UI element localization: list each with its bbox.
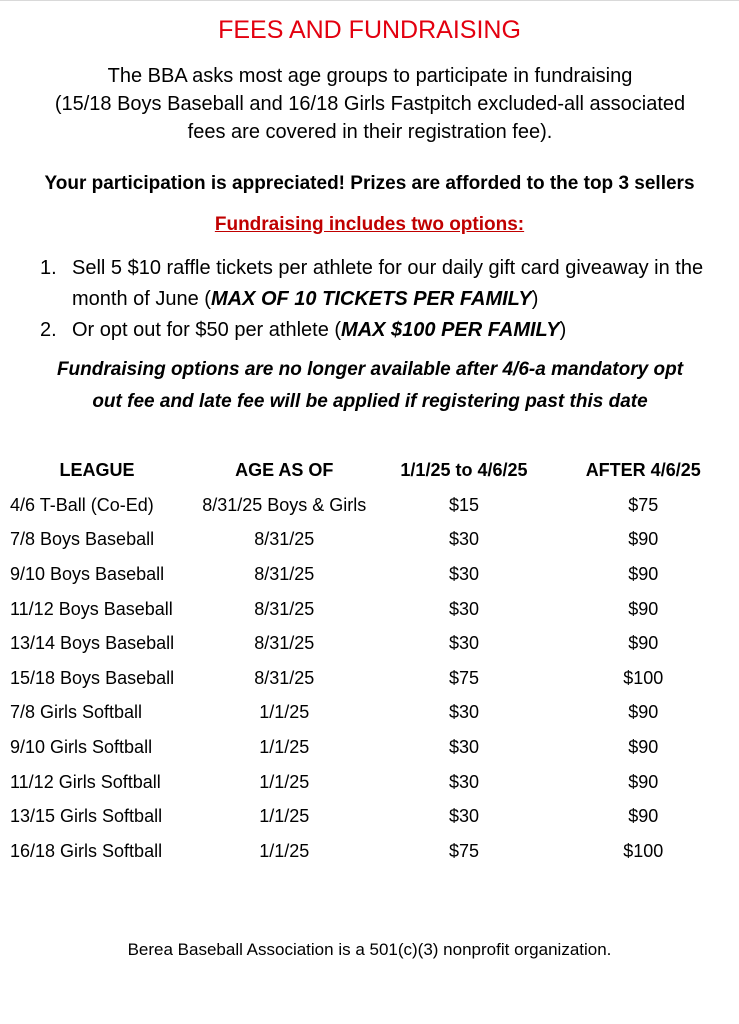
cell-league: 16/18 Girls Softball	[10, 840, 163, 861]
cell-age-as-of: 1/1/25	[259, 806, 310, 827]
cell-league: 11/12 Girls Softball	[10, 771, 161, 792]
cell-age-as-of: 1/1/25	[259, 702, 310, 723]
table-row	[10, 661, 739, 696]
cell-late-fee: $100	[623, 840, 664, 861]
deadline-notice	[15, 354, 725, 418]
cell-early-fee: $30	[448, 633, 479, 654]
appreciation-text: Your participation is appreciated! Prizes are afforded to the top 3 sellers	[44, 173, 695, 194]
cell-age-as-of: 8/31/25	[254, 633, 315, 654]
cell-late-fee: $90	[628, 529, 659, 550]
cell-early-fee: $30	[448, 771, 479, 792]
cell-late-fee: $90	[628, 633, 659, 654]
option-text-end: )	[559, 319, 567, 341]
cell-league: 4/6 T-Ball (Co-Ed)	[10, 494, 154, 515]
table-row	[10, 799, 739, 834]
cell-age-as-of: 8/31/25 Boys & Girls	[202, 494, 367, 515]
cell-late-fee: $90	[628, 736, 659, 757]
option-number: 1.	[40, 257, 57, 279]
option-number: 2.	[40, 319, 57, 341]
cell-league: 15/18 Boys Baseball	[10, 667, 175, 688]
cell-late-fee: $90	[628, 702, 659, 723]
cell-league: 13/15 Girls Softball	[10, 806, 163, 827]
intro-line: The BBA asks most age groups to participate in fundraising	[107, 65, 633, 87]
cell-age-as-of: 8/31/25	[254, 563, 315, 584]
cell-early-fee: $30	[448, 598, 479, 619]
table-row	[10, 523, 739, 558]
cell-age-as-of: 1/1/25	[259, 840, 310, 861]
table-header-row	[10, 452, 739, 488]
cell-age-as-of: 8/31/25	[254, 598, 315, 619]
fundraising-options-list	[40, 253, 739, 346]
table-row	[10, 696, 739, 731]
cell-league: 9/10 Boys Baseball	[10, 563, 165, 584]
intro-line: fees are covered in their registration fee).	[187, 121, 553, 143]
option-emphasis: MAX $100 PER FAMILY	[341, 319, 560, 341]
option-text-end: )	[531, 288, 539, 310]
option-emphasis: MAX OF 10 TICKETS PER FAMILY	[210, 288, 532, 310]
fees-table	[10, 452, 739, 869]
cell-league: 7/8 Girls Softball	[10, 702, 143, 723]
header-league: LEAGUE	[59, 459, 135, 480]
option-item-opt-out	[40, 315, 739, 346]
cell-early-fee: $75	[448, 840, 479, 861]
header-late-fee: AFTER 4/6/25	[585, 459, 701, 480]
table-row	[10, 834, 739, 869]
page-title: FEES AND FUNDRAISING	[218, 16, 521, 44]
table-row	[10, 488, 739, 523]
option-text: Sell 5 $10 raffle tickets per athlete for our daily gift card giveaway in the month of June (	[72, 257, 704, 310]
cell-league: 9/10 Girls Softball	[10, 736, 153, 757]
intro-paragraph	[20, 62, 720, 146]
option-text: Or opt out for $50 per athlete (	[72, 319, 342, 341]
table-row	[10, 557, 739, 592]
cell-late-fee: $75	[628, 494, 659, 515]
table-row	[10, 730, 739, 765]
cell-late-fee: $90	[628, 771, 659, 792]
cell-early-fee: $30	[448, 806, 479, 827]
cell-league: 13/14 Boys Baseball	[10, 633, 175, 654]
cell-early-fee: $30	[448, 529, 479, 550]
cell-league: 7/8 Boys Baseball	[10, 529, 155, 550]
cell-early-fee: $15	[448, 494, 479, 515]
option-item-raffle	[40, 253, 739, 315]
cell-league: 11/12 Boys Baseball	[10, 598, 173, 619]
cell-early-fee: $30	[448, 702, 479, 723]
footer-note: Berea Baseball Association is a 501(c)(3) nonprofit organization.	[127, 940, 612, 959]
cell-late-fee: $100	[623, 667, 664, 688]
cell-age-as-of: 1/1/25	[259, 771, 310, 792]
cell-early-fee: $30	[448, 563, 479, 584]
cell-age-as-of: 8/31/25	[254, 667, 315, 688]
cell-early-fee: $75	[448, 667, 479, 688]
cell-late-fee: $90	[628, 598, 659, 619]
table-row	[10, 765, 739, 800]
header-age-as-of: AGE AS OF	[235, 459, 334, 480]
header-early-fee: 1/1/25 to 4/6/25	[400, 459, 528, 480]
top-border	[0, 0, 739, 1]
cell-early-fee: $30	[448, 736, 479, 757]
options-heading: Fundraising includes two options:	[214, 214, 525, 235]
intro-line: (15/18 Boys Baseball and 16/18 Girls Fastpitch excluded-all associated	[54, 93, 686, 115]
table-row	[10, 592, 739, 627]
cell-age-as-of: 8/31/25	[254, 529, 315, 550]
notice-line: Fundraising options are no longer available after 4/6-a mandatory opt	[56, 359, 684, 380]
table-body	[10, 488, 739, 869]
cell-late-fee: $90	[628, 806, 659, 827]
table-row	[10, 626, 739, 661]
notice-line: out fee and late fee will be applied if registering past this date	[92, 391, 648, 412]
cell-age-as-of: 1/1/25	[259, 736, 310, 757]
cell-late-fee: $90	[628, 563, 659, 584]
